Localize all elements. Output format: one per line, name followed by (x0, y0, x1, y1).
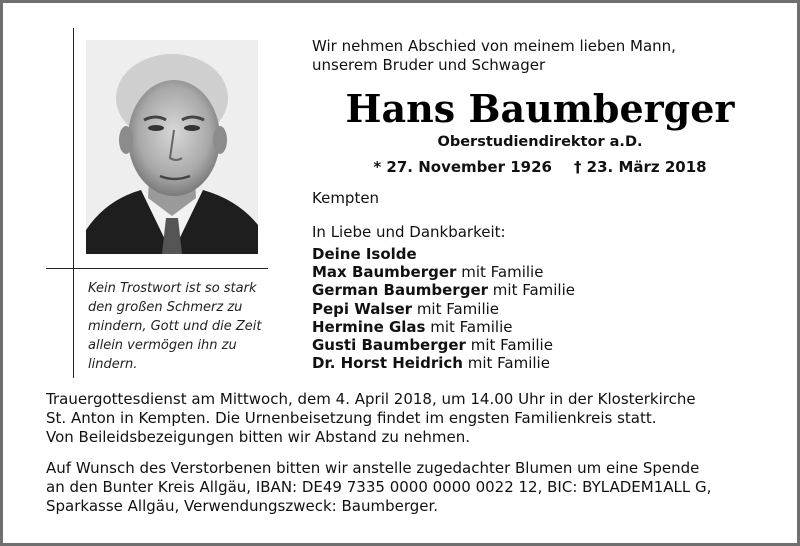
place-name: Kempten (312, 189, 380, 207)
mourner-name: Pepi Walser (312, 299, 413, 318)
deceased-name: Hans Baumberger (345, 86, 735, 131)
mourner-item (312, 318, 575, 336)
mourner-item (312, 336, 575, 354)
mourner-item (312, 281, 575, 299)
mourner-item (312, 300, 575, 318)
mourners-list (312, 245, 575, 372)
mourner-item (312, 263, 575, 281)
mourner-item (312, 354, 575, 372)
donation-info: Auf Wunsch des Verstorbenen bitten wir anstelle zugedachter Blumen um eine Spende an den Bunter Kreis Allgäu, IBAN: DE49 7335 0000 0000 0022 12, BIC: BYLADEM1ALL G, Sparkasse Allgäu, Verwendungszweck: Baumberger. (46, 459, 712, 515)
service-info: Trauergottesdienst am Mittwoch, dem 4. April 2018, um 14.00 Uhr in der Klosterkirche St. Anton in Kempten. Die Urnenbeisetzung findet im engsten Familienkreis statt. Von Beileidsbezeigungen bitten wir Abstand zu nehmen. (46, 390, 696, 446)
dedication-line: In Liebe und Dankbarkeit: (312, 223, 506, 241)
mourner-name: Hermine Glas (312, 317, 426, 336)
horizontal-divider (46, 268, 268, 269)
life-dates (330, 157, 750, 177)
mourner-name: Max Baumberger (312, 263, 457, 282)
mourner-suffix: mit Familie (456, 263, 544, 282)
mourner-item (312, 245, 575, 263)
mourner-name: Gusti Baumberger (312, 336, 466, 355)
deceased-title: Oberstudiendirektor a.D. (437, 134, 643, 150)
consolation-poem: Kein Trostwort ist so stark den großen Schmerz zu mindern, Gott und die Zeit allein vermögen ihn zu lindern. (88, 281, 262, 372)
death-date: † 23. März 2018 (573, 158, 707, 176)
mourner-name: Deine Isolde (312, 245, 417, 263)
mourner-suffix: mit Familie (425, 317, 513, 336)
mourner-suffix: mit Familie (465, 336, 553, 355)
mourner-suffix: mit Familie (488, 281, 575, 300)
vertical-divider (73, 28, 74, 378)
mourner-name: Dr. Horst Heidrich (312, 354, 463, 373)
portrait-photo (86, 40, 258, 254)
birth-date: * 27. November 1926 (373, 158, 552, 176)
intro-text: Wir nehmen Abschied von meinem lieben Mann, unserem Bruder und Schwager (312, 37, 676, 74)
mourner-suffix: mit Familie (412, 299, 500, 318)
mourner-name: German Baumberger (312, 281, 489, 300)
mourner-suffix: mit Familie (462, 354, 550, 373)
